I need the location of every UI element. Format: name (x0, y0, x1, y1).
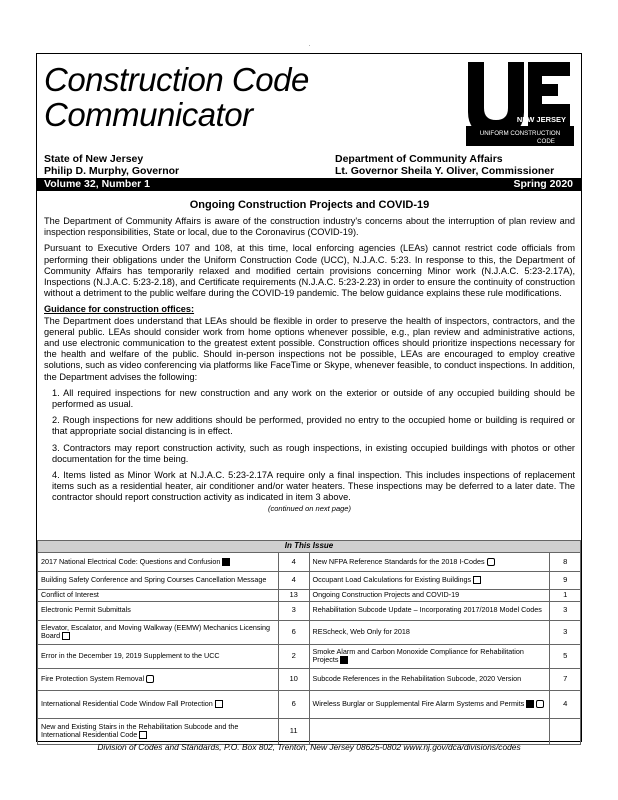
toc-entry[interactable]: Ongoing Construction Projects and COVID-19 (309, 590, 550, 602)
guidance-item: 4. Items listed as Minor Work at N.J.A.C. 5:23-2.17A require only a final inspection. This includes inspections of replacement items such as a residential heater, air conditioner and/or water heaters. These inspections may be deferred to a later date. The contractor should report construction activity as indicated in item 3 above. (52, 470, 575, 503)
toc-page: 6 (278, 620, 309, 644)
volume-number: Volume 32, Number 1 (44, 178, 151, 190)
guidance-subhead: Guidance for construction offices: (44, 304, 195, 315)
toc-page: 3 (278, 601, 309, 620)
logo-state-text: NEW JERSEY (516, 115, 566, 124)
toc-entry[interactable]: Building Safety Conference and Spring Courses Cancellation Message (38, 572, 279, 590)
in-this-issue-table (37, 540, 581, 745)
toc-entry[interactable]: Wireless Burglar or Supplemental Fire Alarm Systems and Permits (309, 690, 550, 718)
arrow-icon (526, 700, 534, 708)
title-line-1: Construction Code (44, 61, 309, 98)
publisher-right (335, 153, 554, 177)
toc-entry[interactable]: Rehabilitation Subcode Update – Incorporating 2017/2018 Model Codes (309, 601, 550, 620)
article-paragraph: Pursuant to Executive Orders 107 and 108, at this time, local enforcing agencies (LEAs) cannot restrict code officials from performing their obligations under the Uniform Construction Code (UCC), N.J.A.C. 5:23. In response to this, the Department of Community Affairs has temporarily relaxed and modified certain provisions concerning Minor work (N.J.A.C. 5:23-2.17A), Inspections (N.J.A.C. 5:23-2.18), and Certificate requirements (N.J.A.C. 5:23-2.23) in order to ensure the continuity of construction without a detriment to the public welfare during the COVID-19 pandemic. The below guidance explains these rule modifications. (44, 243, 575, 299)
toc-entry[interactable]: Electronic Permit Submittals (38, 601, 279, 620)
toc-page: 3 (550, 620, 581, 644)
table-row (38, 690, 581, 718)
table-row (38, 718, 581, 744)
article-paragraph: The Department of Community Affairs is aware of the construction industry's concerns about the interruption of plan review and inspection responsibilities, State or local, due to the Coronavirus (COVID-19). (44, 216, 575, 238)
toc-entry[interactable]: Error in the December 19, 2019 Supplement to the UCC (38, 644, 279, 668)
toc-page: 11 (278, 718, 309, 744)
article-body (44, 199, 575, 518)
toc-page: 9 (550, 572, 581, 590)
toc-page: 5 (550, 644, 581, 668)
article-paragraph: The Department does understand that LEAs should be flexible in order to preserve the health of inspectors, contractors, and the general public. LEAs should consider work from home options whenever possible, e.g., plan review and administrative actions, and use electronic communication to the greatest extent possible. Construction offices should prioritize inspections necessary for the health and welfare of the public. Should in-person inspections not be possible, LEAs are encouraged to employ creative solutions, such as video conferencing via platforms like FaceTime or Skype, whenever feasible, to conduct inspections. In addition, the Department advises the following: (44, 315, 575, 382)
logo-line-2: CODE (537, 138, 555, 145)
toc-entry[interactable]: International Residential Code Window Fall Protection (38, 690, 279, 718)
table-row (38, 620, 581, 644)
table-row (38, 644, 581, 668)
toc-entry[interactable]: 2017 National Electrical Code: Questions and Confusion (38, 553, 279, 572)
toc-page: 8 (550, 553, 581, 572)
table-row (38, 572, 581, 590)
house-icon (215, 700, 223, 708)
publisher-left (44, 153, 179, 177)
arrow-icon (222, 558, 230, 566)
toc-entry[interactable]: New and Existing Stairs in the Rehabilitation Subcode and the International Residential Code (38, 718, 279, 744)
toc-entry[interactable]: Occupant Load Calculations for Existing Buildings (309, 572, 550, 590)
continued-note: (continued on next page) (268, 503, 351, 513)
fire-icon (487, 558, 495, 566)
table-row (38, 590, 581, 602)
title-line-2: Communicator (44, 96, 253, 133)
toc-entry[interactable]: Smoke Alarm and Carbon Monoxide Compliance for Rehabilitation Projects (309, 644, 550, 668)
issue-bar (37, 178, 581, 191)
fire-icon (536, 700, 544, 708)
guidance-item: 3. Contractors may report construction activity, such as rough inspections, in existing occupied buildings with photos or other documentation for the time being. (52, 442, 575, 464)
state-name: State of New Jersey (44, 153, 144, 165)
toc-page: 3 (550, 601, 581, 620)
scan-mark: . (309, 42, 311, 48)
table-row (38, 601, 581, 620)
issue-season: Spring 2020 (513, 178, 573, 190)
toc-entry[interactable]: Fire Protection System Removal (38, 668, 279, 690)
table-row (38, 668, 581, 690)
toc-page: 10 (278, 668, 309, 690)
guidance-item: 2. Rough inspections for new additions should be performed, provided no entry to the occupied home or building is required or that appropriate social distancing is in effect. (52, 415, 575, 437)
toc-page: 4 (278, 572, 309, 590)
toc-entry[interactable]: REScheck, Web Only for 2018 (309, 620, 550, 644)
toc-page (550, 718, 581, 744)
toc-entry[interactable]: Elevator, Escalator, and Moving Walkway (EEMW) Mechanics Licensing Board (38, 620, 279, 644)
table-row (38, 553, 581, 572)
toc-entry[interactable]: Subcode References in the Rehabilitation Subcode, 2020 Version (309, 668, 550, 690)
elevator-icon (62, 632, 70, 640)
toc-header: In This Issue (38, 541, 581, 553)
building-icon (473, 576, 481, 584)
logo-line-1: UNIFORM CONSTRUCTION (479, 130, 561, 137)
newsletter-title (44, 62, 309, 132)
toc-page: 4 (550, 690, 581, 718)
article-headline: Ongoing Construction Projects and COVID-19 (189, 199, 430, 211)
toc-page: 4 (278, 553, 309, 572)
toc-page: 2 (278, 644, 309, 668)
toc-entry[interactable]: Conflict of Interest (38, 590, 279, 602)
fire-icon (146, 675, 154, 683)
toc-page: 13 (278, 590, 309, 602)
governor-name: Philip D. Murphy, Governor (44, 165, 180, 177)
house-icon (139, 731, 147, 739)
page-footer: Division of Codes and Standards, P.O. Box 802, Trenton, New Jersey 08625-0802 www.nj.gov/dca/divisions/codes (97, 742, 521, 752)
toc-entry (309, 718, 550, 744)
ucc-logo (466, 62, 574, 146)
department-name: Department of Community Affairs (335, 153, 503, 165)
toc-page: 6 (278, 690, 309, 718)
toc-page: 1 (550, 590, 581, 602)
toc-page: 7 (550, 668, 581, 690)
toc-entry[interactable]: New NFPA Reference Standards for the 2018 I-Codes (309, 553, 550, 572)
commissioner-name: Lt. Governor Sheila Y. Oliver, Commissioner (335, 165, 555, 177)
smoke-alarm-icon (340, 656, 348, 664)
guidance-item: 1. All required inspections for new construction and any work on the exterior or outside of any occupied building should be performed as usual. (52, 387, 575, 410)
